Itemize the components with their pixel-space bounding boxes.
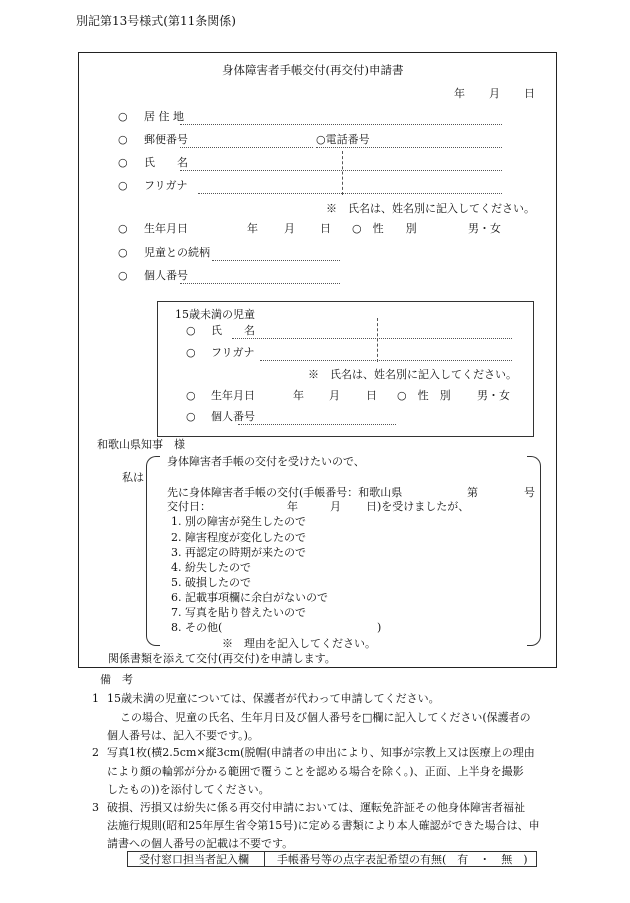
birth-month-label: 月 xyxy=(284,222,295,235)
statement-line-2: 先に身体障害者手帳の交付(手帳番号：和歌山県 xyxy=(167,486,403,499)
note-3-line-3: 請書への個人番号の記載は不要です。 xyxy=(107,837,294,850)
child-box-title: 15歳未満の児童 xyxy=(175,308,255,321)
furigana-label: フリガナ xyxy=(144,179,188,192)
reception-staff-field-label: 受付窓口担当者記入欄 xyxy=(139,853,249,866)
statement-line-1: 身体障害者手帳の交付を受けたいので、 xyxy=(167,455,365,468)
form-title: 身体障害者手帳交付(再交付)申請書 xyxy=(222,63,404,77)
reason-option[interactable]: 3. 再認定の時期が来たので xyxy=(171,546,306,559)
child-furigana-label: フリガナ xyxy=(211,346,255,359)
child-birth-year-label: 年 xyxy=(293,389,304,402)
reason-note: ※ 理由を記入してください。 xyxy=(222,637,376,650)
marker-circle: ○ xyxy=(186,324,196,337)
issue-year-label: 年 xyxy=(287,500,298,513)
note-2-line-1: 写真1枚(横2.5cm×縦3cm(脱帽(申請者の申出により、知事が宗教上又は医療上の理由 xyxy=(107,746,535,759)
marker-circle: ○ xyxy=(118,133,128,146)
child-sex-options[interactable]: 男・女 xyxy=(477,389,510,402)
mynumber-field[interactable] xyxy=(180,283,340,284)
marker-circle: ○ xyxy=(118,110,128,123)
birth-year-label: 年 xyxy=(247,222,258,235)
notes-heading: 備 考 xyxy=(100,673,133,686)
issue-month-label: 月 xyxy=(330,500,341,513)
reason-option[interactable]: 1. 別の障害が発生したので xyxy=(171,515,306,528)
birthdate-label: 生年月日 xyxy=(144,222,188,235)
reason-option-other[interactable]: 8. その他( xyxy=(171,621,223,634)
child-name-field[interactable] xyxy=(232,338,512,339)
braille-preference-field[interactable]: 手帳番号等の点字表記希望の有無( 有 ・ 無 ) xyxy=(277,853,528,866)
footer-divider xyxy=(264,851,265,867)
child-sex-label: ○ 性 別 xyxy=(397,389,451,402)
phone-field[interactable] xyxy=(316,147,502,148)
child-birthdate-label: 生年月日 xyxy=(211,389,255,402)
note-3-line-2: 法施行規則(昭和25年厚生省令第15号)に定める書類により本人確認ができた場合は、申 xyxy=(107,819,540,832)
note-number: 3 xyxy=(92,801,99,814)
marker-circle: ○ xyxy=(118,246,128,259)
mynumber-label: 個人番号 xyxy=(144,269,188,282)
form-number-label: 別記第13号様式(第11条関係) xyxy=(76,14,236,28)
postal-code-label: 郵便番号 xyxy=(144,133,188,146)
marker-circle: ○ xyxy=(118,269,128,282)
statement-bracket-left xyxy=(146,456,160,646)
name-note: ※ 氏名は、姓名別に記入してください。 xyxy=(326,202,535,215)
statement-subject: 私は xyxy=(122,471,144,484)
note-3-line-1: 破損、汚損又は紛失に係る再交付申請においては、運転免許証その他身体障害者福祉 xyxy=(107,801,525,814)
reason-option[interactable]: 4. 紛失したので xyxy=(171,561,251,574)
reason-option[interactable]: 7. 写真を貼り替えたいので xyxy=(171,606,306,619)
note-2-line-2: により顔の輪郭が分かる範囲で覆うことを認める場合を除く。)、正面、上半身を撮影 xyxy=(107,765,524,778)
marker-circle: ○ xyxy=(118,156,128,169)
name-label: 氏 名 xyxy=(144,156,188,169)
marker-circle: ○ xyxy=(186,389,196,402)
child-mynumber-field[interactable] xyxy=(238,424,396,425)
marker-circle: ○ xyxy=(186,346,196,359)
child-birth-month-label: 月 xyxy=(329,389,340,402)
reason-option[interactable]: 5. 破損したので xyxy=(171,576,251,589)
postal-code-field[interactable] xyxy=(180,147,313,148)
birth-day-label: 日 xyxy=(320,222,331,235)
issue-date-suffix: 日)を受けましたが、 xyxy=(366,500,470,513)
furigana-field[interactable] xyxy=(198,193,502,194)
address-field[interactable] xyxy=(180,124,502,125)
marker-circle: ○ xyxy=(186,410,196,423)
marker-circle: ○ xyxy=(118,179,128,192)
note-1-line-2: この場合、児童の氏名、生年月日及び個人番号を□欄に記入してください(保護者の xyxy=(120,711,531,724)
child-mynumber-label: 個人番号 xyxy=(211,410,255,423)
child-birth-day-label: 日 xyxy=(366,389,377,402)
handbook-number-dai: 第 xyxy=(467,486,478,499)
note-1-line-1: 15歳未満の児童については、保護者が代わって申請してください。 xyxy=(107,692,440,705)
child-name-label: 氏 名 xyxy=(211,324,255,337)
marker-circle: ○ xyxy=(118,222,128,235)
surname-given-divider xyxy=(342,151,343,195)
date-month-label: 月 xyxy=(489,87,500,100)
note-number: 2 xyxy=(92,746,99,759)
note-number: 1 xyxy=(92,692,99,705)
reason-other-close: ) xyxy=(377,621,382,634)
date-day-label: 日 xyxy=(524,87,535,100)
sex-options[interactable]: 男・女 xyxy=(468,222,501,235)
relation-field[interactable] xyxy=(212,260,340,261)
address-label: 居 住 地 xyxy=(144,110,184,123)
child-name-note: ※ 氏名は、姓名別に記入してください。 xyxy=(308,368,517,381)
sex-label: ○ 性 別 xyxy=(352,222,417,235)
date-year-label: 年 xyxy=(454,87,465,100)
handbook-number-go: 号 xyxy=(524,486,535,499)
reason-option[interactable]: 6. 記載事項欄に余白がないので xyxy=(171,591,328,604)
note-2-line-3: したもの))を添付してください。 xyxy=(107,783,270,796)
closing-statement: 関係書類を添えて交付(再交付)を申請します。 xyxy=(108,652,336,665)
name-field[interactable] xyxy=(180,170,502,171)
child-name-divider xyxy=(377,318,378,362)
note-1-line-3: 個人番号は、記入不要です。)。 xyxy=(107,729,259,742)
issue-date-label: 交付日： xyxy=(167,500,211,513)
addressee: 和歌山県知事 様 xyxy=(97,438,185,451)
phone-label: ○電話番号 xyxy=(316,133,370,146)
relation-label: 児童との続柄 xyxy=(144,246,210,259)
reason-option[interactable]: 2. 障害程度が変化したので xyxy=(171,531,306,544)
statement-bracket-right xyxy=(527,456,541,646)
child-furigana-field[interactable] xyxy=(260,360,512,361)
